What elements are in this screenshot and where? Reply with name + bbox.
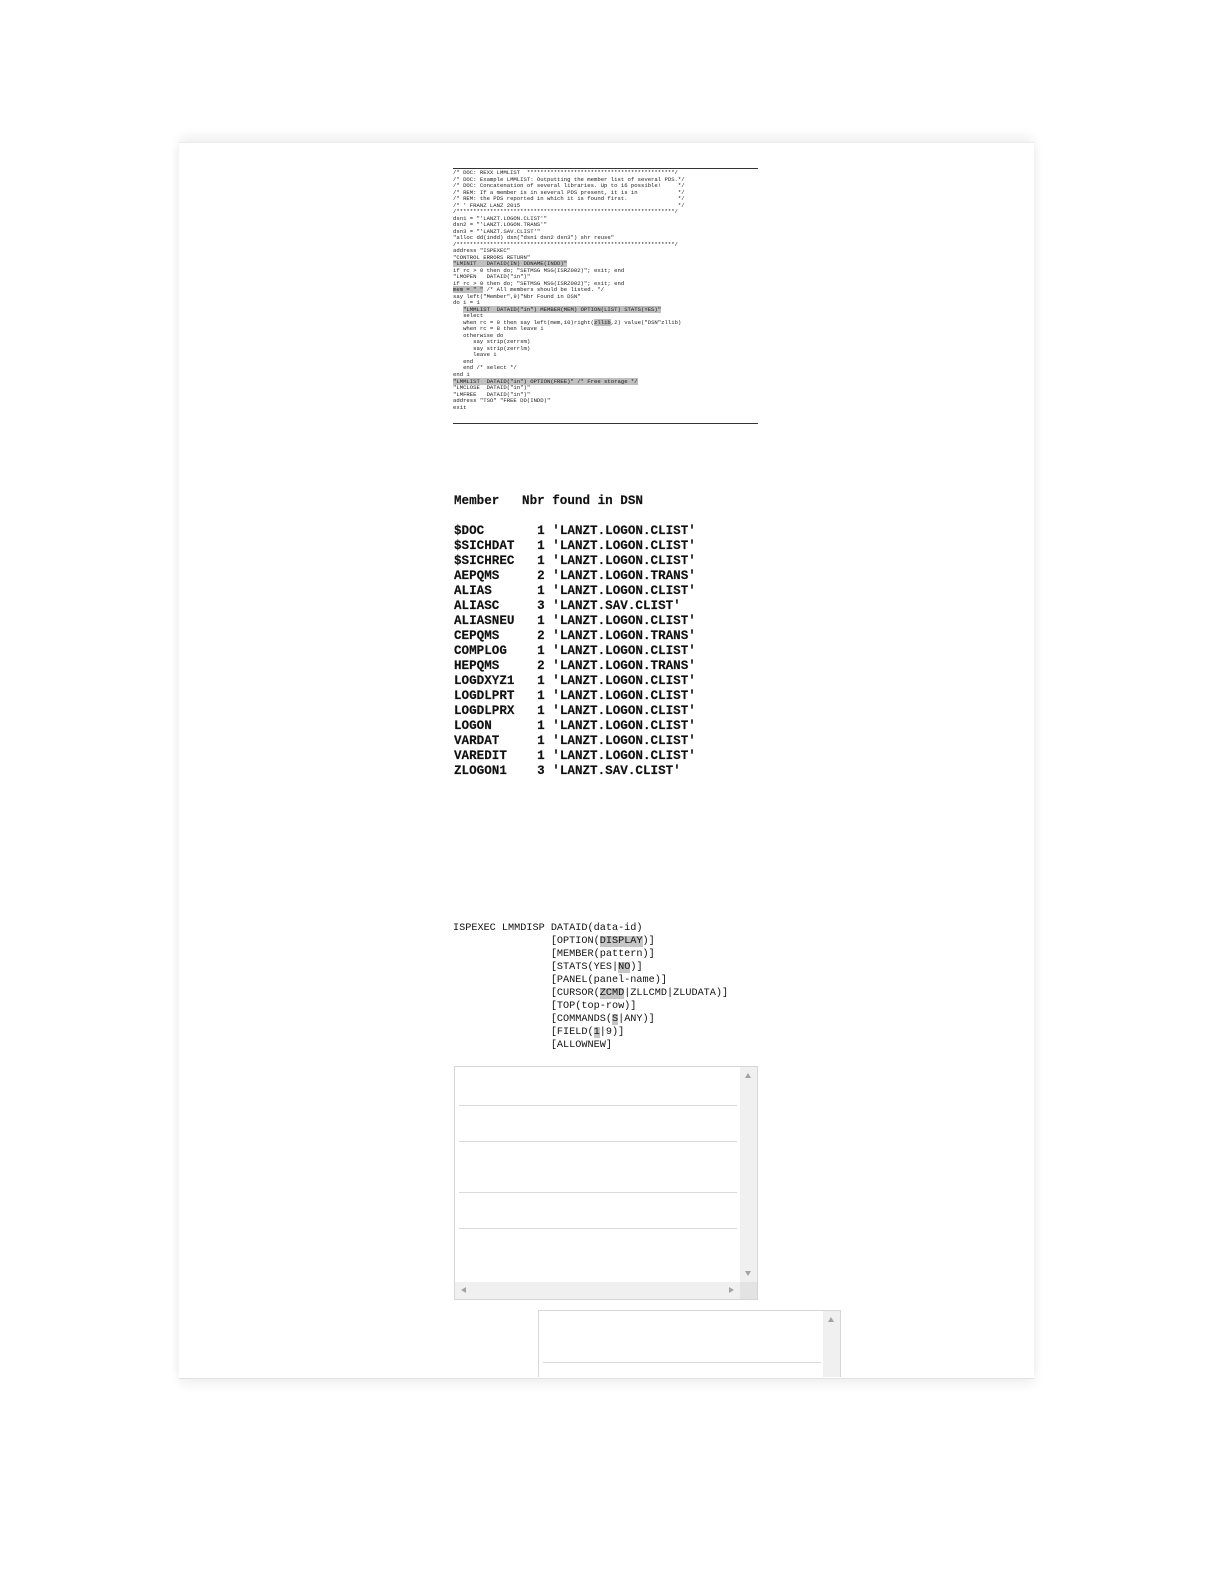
- code-line: dsn2 = "'LANZT.LOGON.TRANS'": [453, 221, 547, 229]
- code-line: leave i: [453, 351, 497, 359]
- member-name: ALIASC: [454, 599, 530, 613]
- member-dsn: 'LANZT.SAV.CLIST': [552, 599, 681, 613]
- output-row: [454, 704, 696, 719]
- member-name: $DOC: [454, 524, 530, 538]
- output-row: [454, 599, 696, 614]
- member-dsn: 'LANZT.LOGON.TRANS': [552, 659, 696, 673]
- code-line: end i: [453, 370, 470, 378]
- code-line: "LMCLOSE DATAID("in")": [453, 384, 531, 392]
- code-line: do i = 1: [453, 299, 480, 307]
- code-line: "LMOPEN DATAID("in")": [453, 273, 531, 281]
- member-nbr: 1: [529, 584, 553, 598]
- code-line: if rc > 0 then do; "SETMSG MSG(ISRZ002)"; exit; end: [453, 279, 625, 287]
- output-row: [454, 644, 696, 659]
- member-dsn: 'LANZT.LOGON.CLIST': [552, 584, 696, 598]
- output-row: [454, 614, 696, 629]
- code-line: /* REM: If a member is in several PDS present, it is in */: [453, 188, 685, 196]
- code-line: if rc > 0 then do; "SETMSG MSG(ISRZ002)"; exit; end: [453, 266, 625, 274]
- output-header: Member Nbr found in DSN: [454, 494, 643, 508]
- member-nbr: 1: [529, 614, 553, 628]
- syntax-line: [STATS(YES|NO)]: [453, 962, 643, 973]
- code-line: /* REM: the PDS reported in which it is found first. */: [453, 195, 685, 203]
- member-name: COMPLOG: [454, 644, 530, 658]
- rexx-code-listing: [453, 168, 758, 424]
- code-line: "alloc dd(indd) dsn("dsn1 dsn2 dsn3") shr reuse": [453, 234, 615, 242]
- output-row: [454, 524, 696, 539]
- code-line: "CONTROL ERRORS RETURN": [453, 253, 531, 261]
- member-nbr: 1: [529, 524, 553, 538]
- code-line: /*****************************************************************/: [453, 240, 678, 248]
- syntax-line: [MEMBER(pattern)]: [453, 949, 655, 960]
- horizontal-scrollbar[interactable]: [455, 1282, 740, 1299]
- code-line: "LMINIT DATAID(IN) DDNAME(INDD)": [453, 260, 568, 268]
- code-line: otherwise do: [453, 331, 504, 339]
- code-line: mem = " " /* All members should be listed. */: [453, 286, 605, 294]
- member-name: HEPQMS: [454, 659, 530, 673]
- code-line: dsn1 = "'LANZT.LOGON.CLIST'": [453, 214, 547, 222]
- code-line: /* DOC: REXX LMMLIST ********************************************/: [453, 169, 678, 176]
- embedded-frame[interactable]: [454, 1066, 758, 1300]
- code-line: address "TSO" "FREE DD(INDD)": [453, 397, 551, 405]
- scroll-left-icon[interactable]: [461, 1287, 466, 1293]
- syntax-line: [TOP(top-row)]: [453, 1001, 637, 1012]
- output-row: [454, 539, 696, 554]
- member-dsn: 'LANZT.LOGON.CLIST': [552, 719, 696, 733]
- member-dsn: 'LANZT.LOGON.CLIST': [552, 734, 696, 748]
- member-nbr: 1: [529, 719, 553, 733]
- member-name: VARDAT: [454, 734, 530, 748]
- code-line: end: [453, 357, 474, 365]
- embedded-frame-secondary[interactable]: [538, 1310, 841, 1377]
- member-nbr: 1: [529, 704, 553, 718]
- scroll-down-icon[interactable]: [745, 1271, 751, 1276]
- member-dsn: 'LANZT.LOGON.CLIST': [552, 674, 696, 688]
- member-nbr: 1: [529, 554, 553, 568]
- member-dsn: 'LANZT.LOGON.CLIST': [552, 749, 696, 763]
- member-nbr: 1: [529, 539, 553, 553]
- member-nbr: 1: [529, 644, 553, 658]
- member-name: LOGON: [454, 719, 530, 733]
- frame-rule: [543, 1362, 821, 1363]
- output-row: [454, 719, 696, 734]
- output-row: [454, 659, 696, 674]
- code-line: /* ' FRANZ LANZ 2015 */: [453, 201, 685, 209]
- frame-rule: [459, 1228, 737, 1229]
- frame-rule: [459, 1192, 737, 1193]
- member-dsn: 'LANZT.LOGON.CLIST': [552, 554, 696, 568]
- output-row: [454, 629, 696, 644]
- syntax-line: ISPEXEC LMMDISP DATAID(data-id): [453, 923, 643, 934]
- member-dsn: 'LANZT.LOGON.CLIST': [552, 689, 696, 703]
- code-line: /* DOC: Example LMMLIST: Outputting the member list of several PDS.*/: [453, 175, 685, 183]
- member-name: ALIASNEU: [454, 614, 530, 628]
- member-nbr: 3: [529, 599, 553, 613]
- output-row: [454, 689, 696, 704]
- output-row: [454, 734, 696, 749]
- member-name: VAREDIT: [454, 749, 530, 763]
- code-line: say left("Member",9)"Nbr Found in DSN": [453, 292, 581, 300]
- vertical-scrollbar[interactable]: [823, 1311, 840, 1377]
- vertical-scrollbar[interactable]: [740, 1067, 757, 1282]
- code-line: "LMMLIST DATAID("in") MEMBER(MEM) OPTION(LIST) STATS(YES)": [463, 305, 662, 313]
- code-line: /* DOC: Concatenation of several libraries. Up to 16 possible! */: [453, 182, 685, 190]
- member-name: CEPQMS: [454, 629, 530, 643]
- code-line: when rc = 8 then leave i: [453, 325, 544, 333]
- output-row: [454, 674, 696, 689]
- syntax-line: [CURSOR(ZCMD|ZLLCMD|ZLUDATA)]: [453, 988, 729, 999]
- output-row: [454, 584, 696, 599]
- member-nbr: 2: [529, 629, 553, 643]
- member-dsn: 'LANZT.LOGON.CLIST': [552, 614, 696, 628]
- scroll-up-icon[interactable]: [828, 1317, 834, 1322]
- frame-rule: [459, 1105, 737, 1106]
- member-dsn: 'LANZT.LOGON.CLIST': [552, 704, 696, 718]
- code-line: end /* select */: [453, 364, 517, 372]
- scroll-right-icon[interactable]: [729, 1287, 734, 1293]
- output-row: [454, 749, 696, 764]
- frame-rule: [459, 1141, 737, 1142]
- syntax-line: [ALLOWNEW]: [453, 1040, 612, 1051]
- member-dsn: 'LANZT.LOGON.CLIST': [552, 524, 696, 538]
- member-name: AEPQMS: [454, 569, 530, 583]
- code-line: "LMFREE DATAID("in")": [453, 390, 531, 398]
- code-line: /*****************************************************************/: [453, 208, 678, 216]
- syntax-line: [PANEL(panel-name)]: [453, 975, 667, 986]
- code-line: say strip(zerrlm): [453, 344, 531, 352]
- member-name: LOGDXYZ1: [454, 674, 530, 688]
- member-dsn: 'LANZT.LOGON.CLIST': [552, 644, 696, 658]
- member-dsn: 'LANZT.LOGON.TRANS': [552, 629, 696, 643]
- scrollbar-corner: [740, 1282, 757, 1299]
- member-nbr: 1: [529, 749, 553, 763]
- member-nbr: 1: [529, 674, 553, 688]
- member-nbr: 3: [529, 764, 553, 778]
- member-name: $SICHDAT: [454, 539, 530, 553]
- syntax-line: [OPTION(DISPLAY)]: [453, 936, 655, 947]
- member-dsn: 'LANZT.LOGON.CLIST': [552, 539, 696, 553]
- lmmdisp-syntax: [453, 922, 728, 1052]
- member-name: ZLOGON1: [454, 764, 530, 778]
- code-line: when rc = 0 then say left(mem,10)right(zllib,2) value("DSN"zllib): [453, 318, 682, 326]
- output-row: [454, 569, 696, 584]
- output-row: [454, 554, 696, 569]
- member-nbr: 1: [529, 734, 553, 748]
- syntax-line: [COMMANDS(S|ANY)]: [453, 1014, 655, 1025]
- code-line: select: [453, 312, 484, 320]
- member-dsn: 'LANZT.LOGON.TRANS': [552, 569, 696, 583]
- member-name: ALIAS: [454, 584, 530, 598]
- output-row: [454, 764, 696, 779]
- code-line: dsn3 = "'LANZT.SAV.CLIST'": [453, 227, 541, 235]
- syntax-line: [FIELD(1|9)]: [453, 1027, 625, 1038]
- member-nbr: 1: [529, 689, 553, 703]
- member-nbr: 2: [529, 569, 553, 583]
- code-line: "LMMLIST DATAID("in") OPTION(FREE)" /* Free storage */: [453, 377, 638, 385]
- code-line: say strip(zerrsm): [453, 338, 531, 346]
- member-dsn: 'LANZT.SAV.CLIST': [552, 764, 681, 778]
- member-name: LOGDLPRT: [454, 689, 530, 703]
- member-name: $SICHREC: [454, 554, 530, 568]
- member-name: LOGDLPRX: [454, 704, 530, 718]
- member-list-output: [454, 464, 696, 779]
- code-line: address "ISPEXEC": [453, 247, 511, 255]
- member-nbr: 2: [529, 659, 553, 673]
- code-line: exit: [453, 403, 467, 411]
- scroll-up-icon[interactable]: [745, 1073, 751, 1078]
